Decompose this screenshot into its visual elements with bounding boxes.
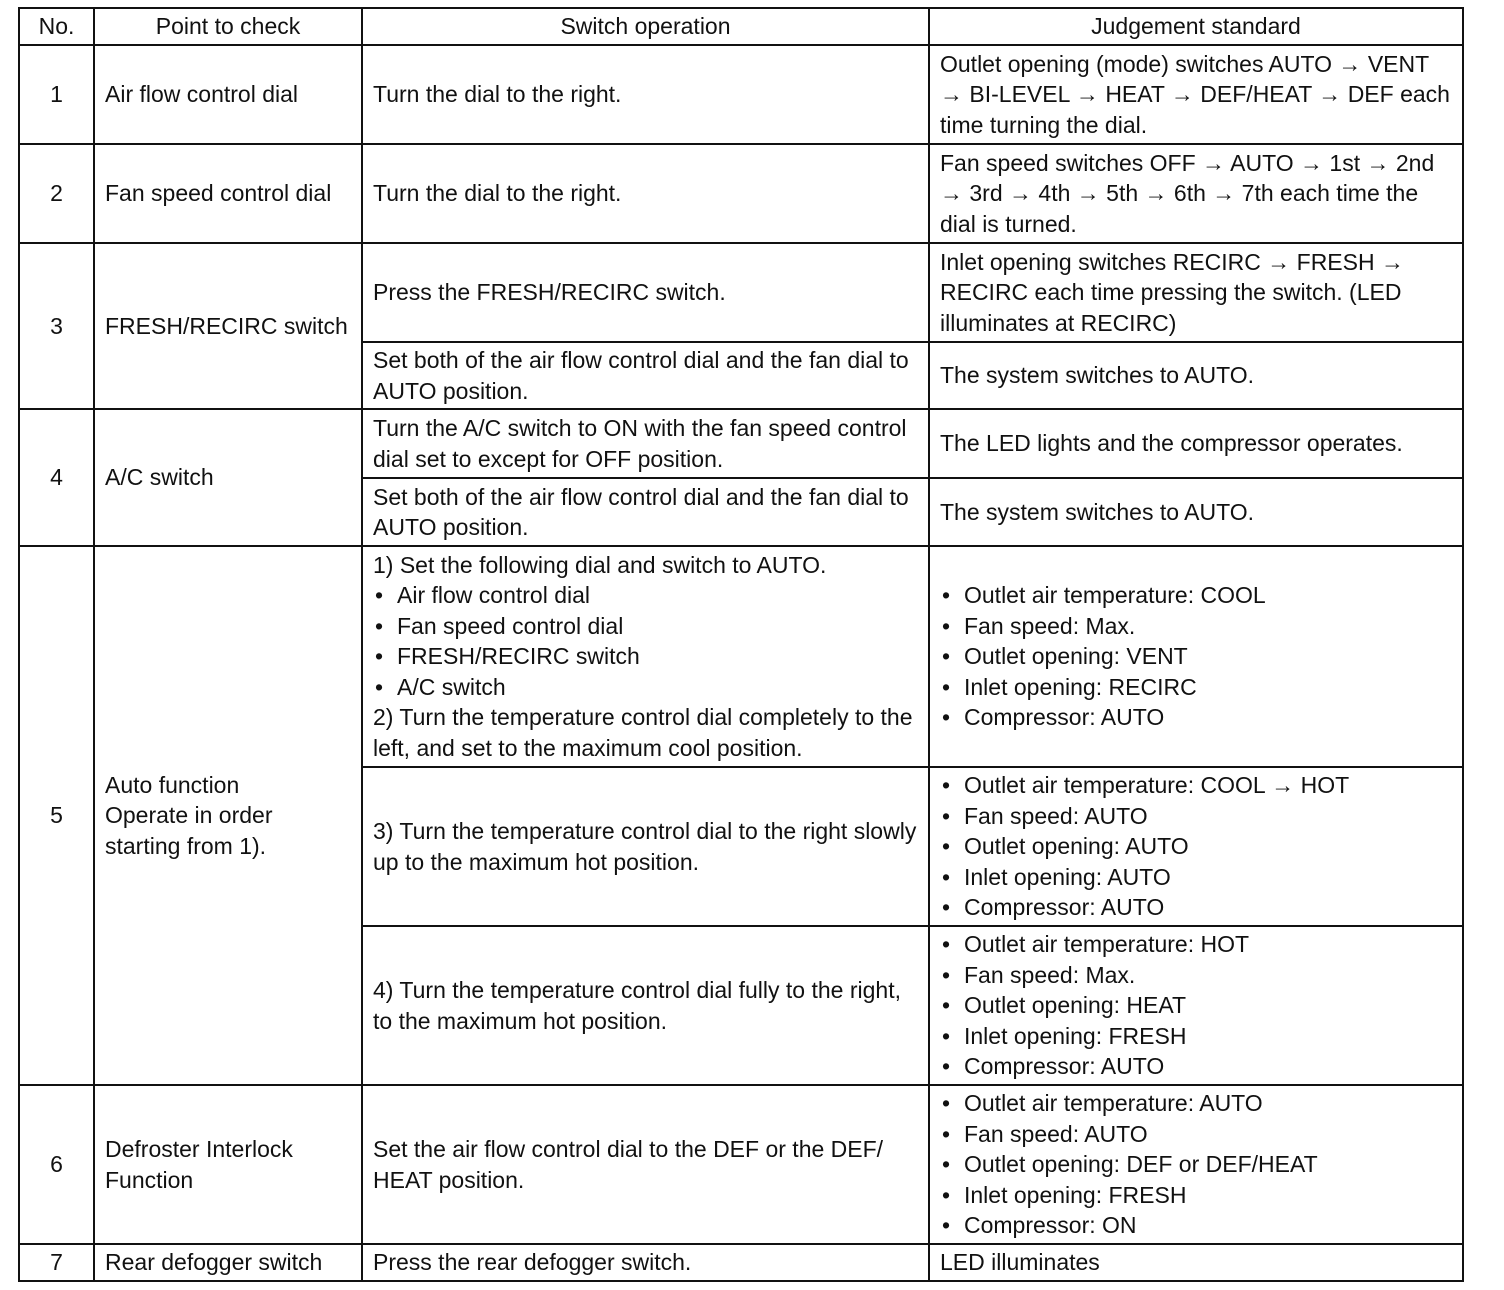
row-number: 3	[19, 243, 94, 409]
table-row	[19, 546, 1463, 767]
bullet-item: • Fan speed: Max.	[940, 611, 1452, 642]
bullet-item: • Outlet opening: DEF or DEF/HEAT	[940, 1149, 1452, 1180]
header-judgement-standard: Judgement standard	[929, 8, 1463, 45]
bullet-item: • A/C switch	[373, 672, 918, 703]
point-note: Operate in order starting from 1).	[105, 802, 273, 859]
bullet-item: • Outlet opening: AUTO	[940, 831, 1452, 862]
bullet-item: • Inlet opening: AUTO	[940, 862, 1452, 893]
bullet-item: • Outlet air temperature: COOL	[940, 580, 1452, 611]
step-text: 1) Set the following dial and switch to AUTO.	[373, 551, 827, 578]
check-table	[18, 7, 1464, 1282]
judgement-standard: Fan speed switches OFF → AUTO → 1st → 2nd → 3rd → 4th → 5th → 6th → 7th each time the dial is turned.	[929, 144, 1463, 243]
bullet-item: • Inlet opening: FRESH	[940, 1021, 1452, 1052]
bullet-item: • Fan speed control dial	[373, 611, 918, 642]
bullet-item: • Outlet opening: VENT	[940, 641, 1452, 672]
point-to-check	[94, 546, 362, 1085]
table-row	[19, 243, 1463, 342]
row-number: 5	[19, 546, 94, 1085]
point-title: Auto function	[105, 771, 240, 798]
judgement-standard	[929, 1085, 1463, 1244]
judgement-standard	[929, 767, 1463, 926]
row-number: 1	[19, 45, 94, 144]
row-number: 2	[19, 144, 94, 243]
header-switch-operation: Switch operation	[362, 8, 929, 45]
header-no: No.	[19, 8, 94, 45]
switch-operation: Turn the dial to the right.	[362, 45, 929, 144]
table-row	[19, 1244, 1463, 1281]
switch-operation: Set the air flow control dial to the DEF or the DEF/ HEAT position.	[362, 1085, 929, 1244]
judgement-standard: The system switches to AUTO.	[929, 342, 1463, 409]
bullet-item: • Compressor: AUTO	[940, 702, 1452, 733]
row-number: 6	[19, 1085, 94, 1244]
bullet-item: • Inlet opening: RECIRC	[940, 672, 1452, 703]
switch-operation: 3) Turn the temperature control dial to the right slowly up to the maximum hot position.	[362, 767, 929, 926]
bullet-item: • Compressor: ON	[940, 1210, 1452, 1241]
point-to-check: Rear defogger switch	[94, 1244, 362, 1281]
table-row	[19, 409, 1463, 478]
header-point-to-check: Point to check	[94, 8, 362, 45]
judgement-standard: Outlet opening (mode) switches AUTO → VENT → BI-LEVEL → HEAT → DEF/HEAT → DEF each time turning the dial.	[929, 45, 1463, 144]
point-to-check: Fan speed control dial	[94, 144, 362, 243]
bullet-item: • Air flow control dial	[373, 580, 918, 611]
bullet-item: • Inlet opening: FRESH	[940, 1180, 1452, 1211]
bullet-item: • Outlet air temperature: AUTO	[940, 1088, 1452, 1119]
bullet-item: • Outlet opening: HEAT	[940, 990, 1452, 1021]
judgement-standard: The LED lights and the compressor operates.	[929, 409, 1463, 478]
bullet-item: • Compressor: AUTO	[940, 1051, 1452, 1082]
switch-operation: Turn the dial to the right.	[362, 144, 929, 243]
switch-operation: Turn the A/C switch to ON with the fan speed control dial set to except for OFF position.	[362, 409, 929, 478]
bullet-item: • FRESH/RECIRC switch	[373, 641, 918, 672]
switch-operation	[362, 546, 929, 767]
bullet-item: • Fan speed: Max.	[940, 960, 1452, 991]
table-row	[19, 1085, 1463, 1244]
step-text: 2) Turn the temperature control dial completely to the left, and set to the maximum cool position.	[373, 704, 913, 761]
point-to-check: A/C switch	[94, 409, 362, 546]
bullet-item: • Fan speed: AUTO	[940, 801, 1452, 832]
bullet-item: • Outlet air temperature: COOL → HOT	[940, 770, 1452, 801]
switch-operation: 4) Turn the temperature control dial fully to the right, to the maximum hot position.	[362, 926, 929, 1085]
table-row	[19, 45, 1463, 144]
bullet-item: • Compressor: AUTO	[940, 892, 1452, 923]
point-to-check: FRESH/RECIRC switch	[94, 243, 362, 409]
row-number: 7	[19, 1244, 94, 1281]
header-row	[19, 8, 1463, 45]
switch-operation: Press the FRESH/RECIRC switch.	[362, 243, 929, 342]
bullet-item: • Fan speed: AUTO	[940, 1119, 1452, 1150]
point-to-check: Air flow control dial	[94, 45, 362, 144]
table-row	[19, 144, 1463, 243]
bullet-item: • Outlet air temperature: HOT	[940, 929, 1452, 960]
switch-operation: Set both of the air flow control dial and the fan dial to AUTO position.	[362, 342, 929, 409]
switch-operation: Press the rear defogger switch.	[362, 1244, 929, 1281]
judgement-standard	[929, 546, 1463, 767]
judgement-standard: LED illuminates	[929, 1244, 1463, 1281]
switch-operation: Set both of the air flow control dial and the fan dial to AUTO position.	[362, 478, 929, 546]
judgement-standard: Inlet opening switches RECIRC → FRESH → RECIRC each time pressing the switch. (LED illuminates at RECIRC)	[929, 243, 1463, 342]
judgement-standard: The system switches to AUTO.	[929, 478, 1463, 546]
point-to-check: Defroster Interlock Function	[94, 1085, 362, 1244]
row-number: 4	[19, 409, 94, 546]
judgement-standard	[929, 926, 1463, 1085]
